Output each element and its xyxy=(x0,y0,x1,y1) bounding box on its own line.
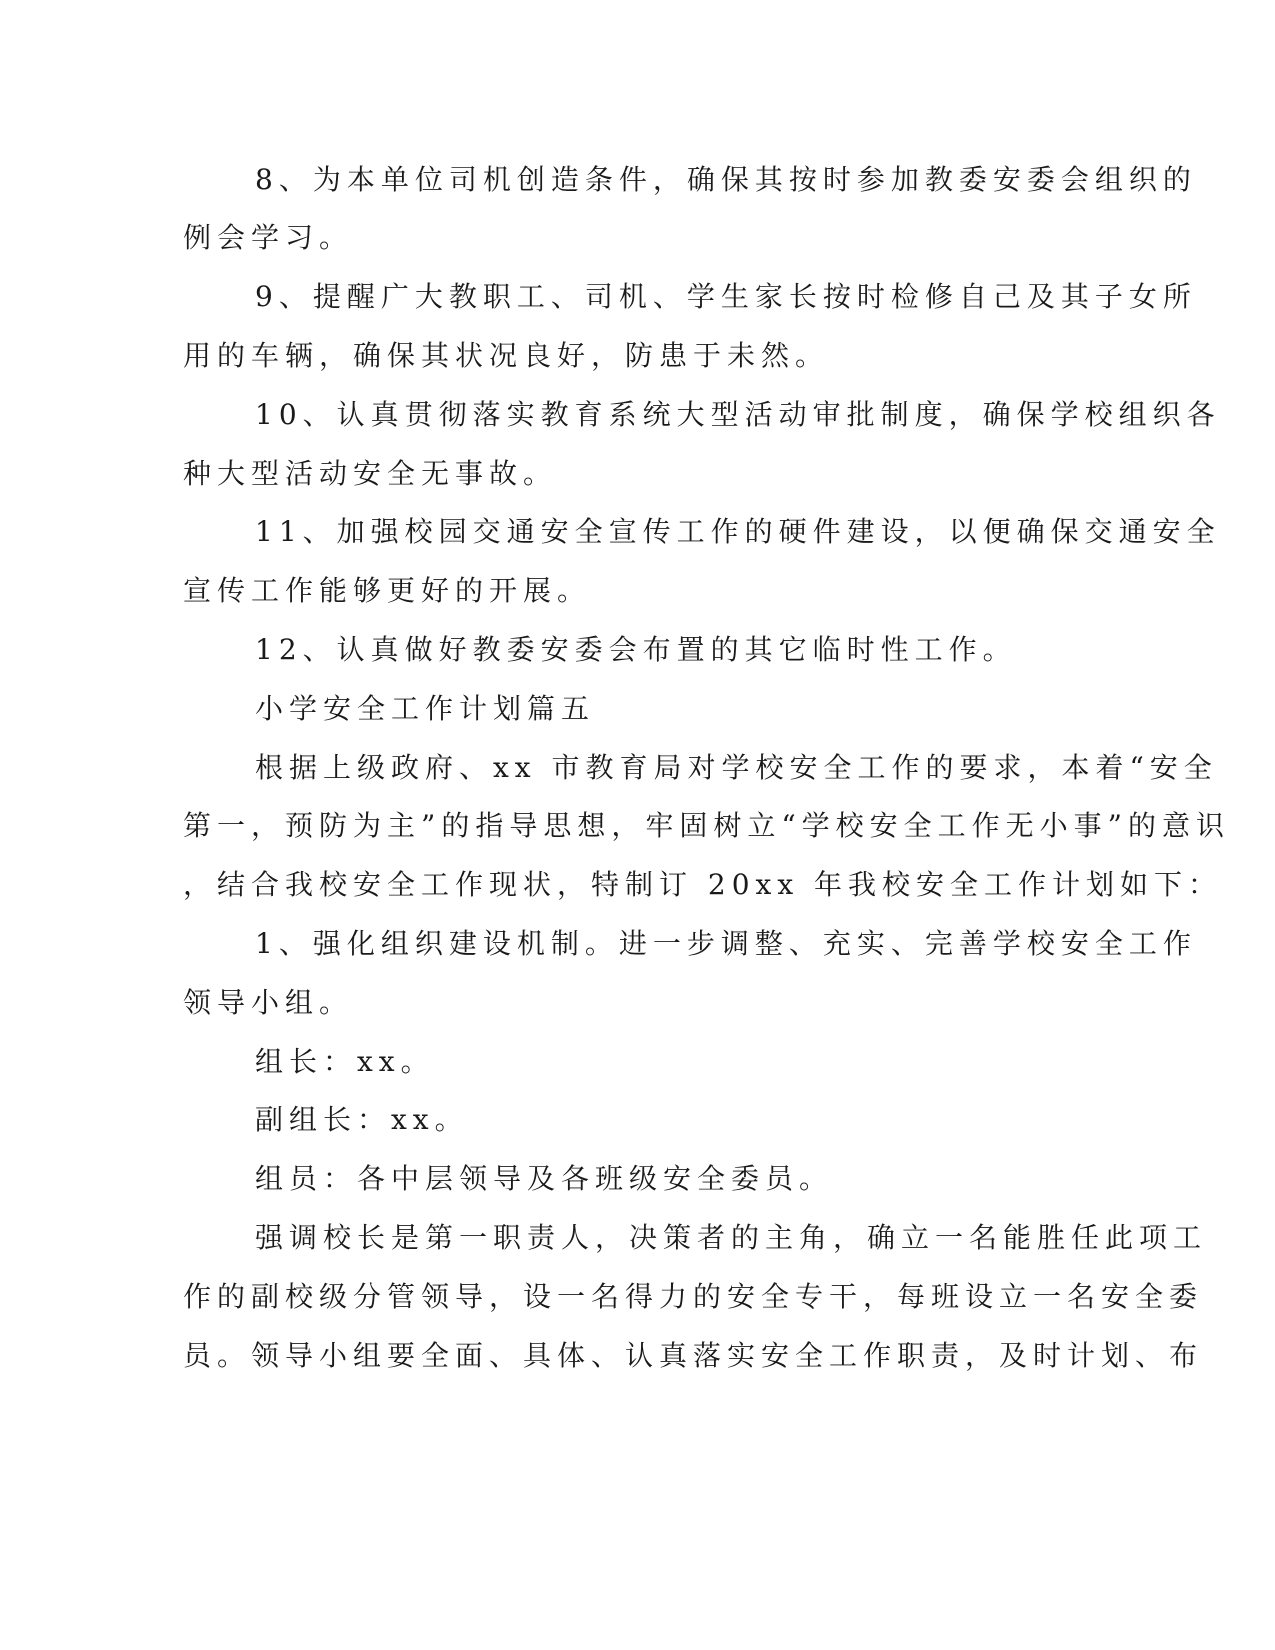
paragraph-line: 强调校长是第一职责人，决策者的主角，确立一名能胜任此项工 xyxy=(255,1221,1208,1254)
paragraph-line: 副组长：xx。 xyxy=(255,1103,469,1136)
paragraph-line: 组长：xx。 xyxy=(255,1045,435,1078)
paragraph-line: 10、认真贯彻落实教育系统大型活动审批制度，确保学校组织各 xyxy=(255,398,1221,431)
paragraph-line: 11、加强校园交通安全宣传工作的硬件建设，以便确保交通安全 xyxy=(255,515,1221,548)
paragraph-line: 9、提醒广大教职工、司机、学生家长按时检修自己及其子女所 xyxy=(255,280,1197,313)
paragraph-line: 1、强化组织建设机制。进一步调整、充实、完善学校安全工作 xyxy=(255,927,1197,960)
paragraph-line: 领导小组。 xyxy=(183,986,354,1019)
paragraph-line: 种大型活动安全无事故。 xyxy=(183,457,558,490)
paragraph-line: 根据上级政府、xx 市教育局对学校安全工作的要求，本着“安全 xyxy=(255,751,1218,784)
paragraph-line: 员。领导小组要全面、具体、认真落实安全工作职责，及时计划、布 xyxy=(183,1339,1204,1372)
section-heading: 小学安全工作计划篇五 xyxy=(255,692,596,725)
paragraph-line: 用的车辆，确保其状况良好，防患于未然。 xyxy=(183,339,830,372)
paragraph-line: 8、为本单位司机创造条件，确保其按时参加教委安委会组织的 xyxy=(255,163,1197,196)
paragraph-line: ，结合我校安全工作现状，特制订 20xx 年我校安全工作计划如下： xyxy=(183,868,1223,901)
paragraph-line: 12、认真做好教委安委会布置的其它临时性工作。 xyxy=(255,633,1017,666)
paragraph-line: 组员：各中层领导及各班级安全委员。 xyxy=(255,1162,834,1195)
paragraph-line: 作的副校级分管领导，设一名得力的安全专干，每班设立一名安全委 xyxy=(183,1280,1204,1313)
paragraph-line: 例会学习。 xyxy=(183,221,354,254)
paragraph-line: 第一，预防为主”的指导思想，牢固树立“学校安全工作无小事”的意识 xyxy=(183,809,1230,842)
paragraph-line: 宣传工作能够更好的开展。 xyxy=(183,574,592,607)
